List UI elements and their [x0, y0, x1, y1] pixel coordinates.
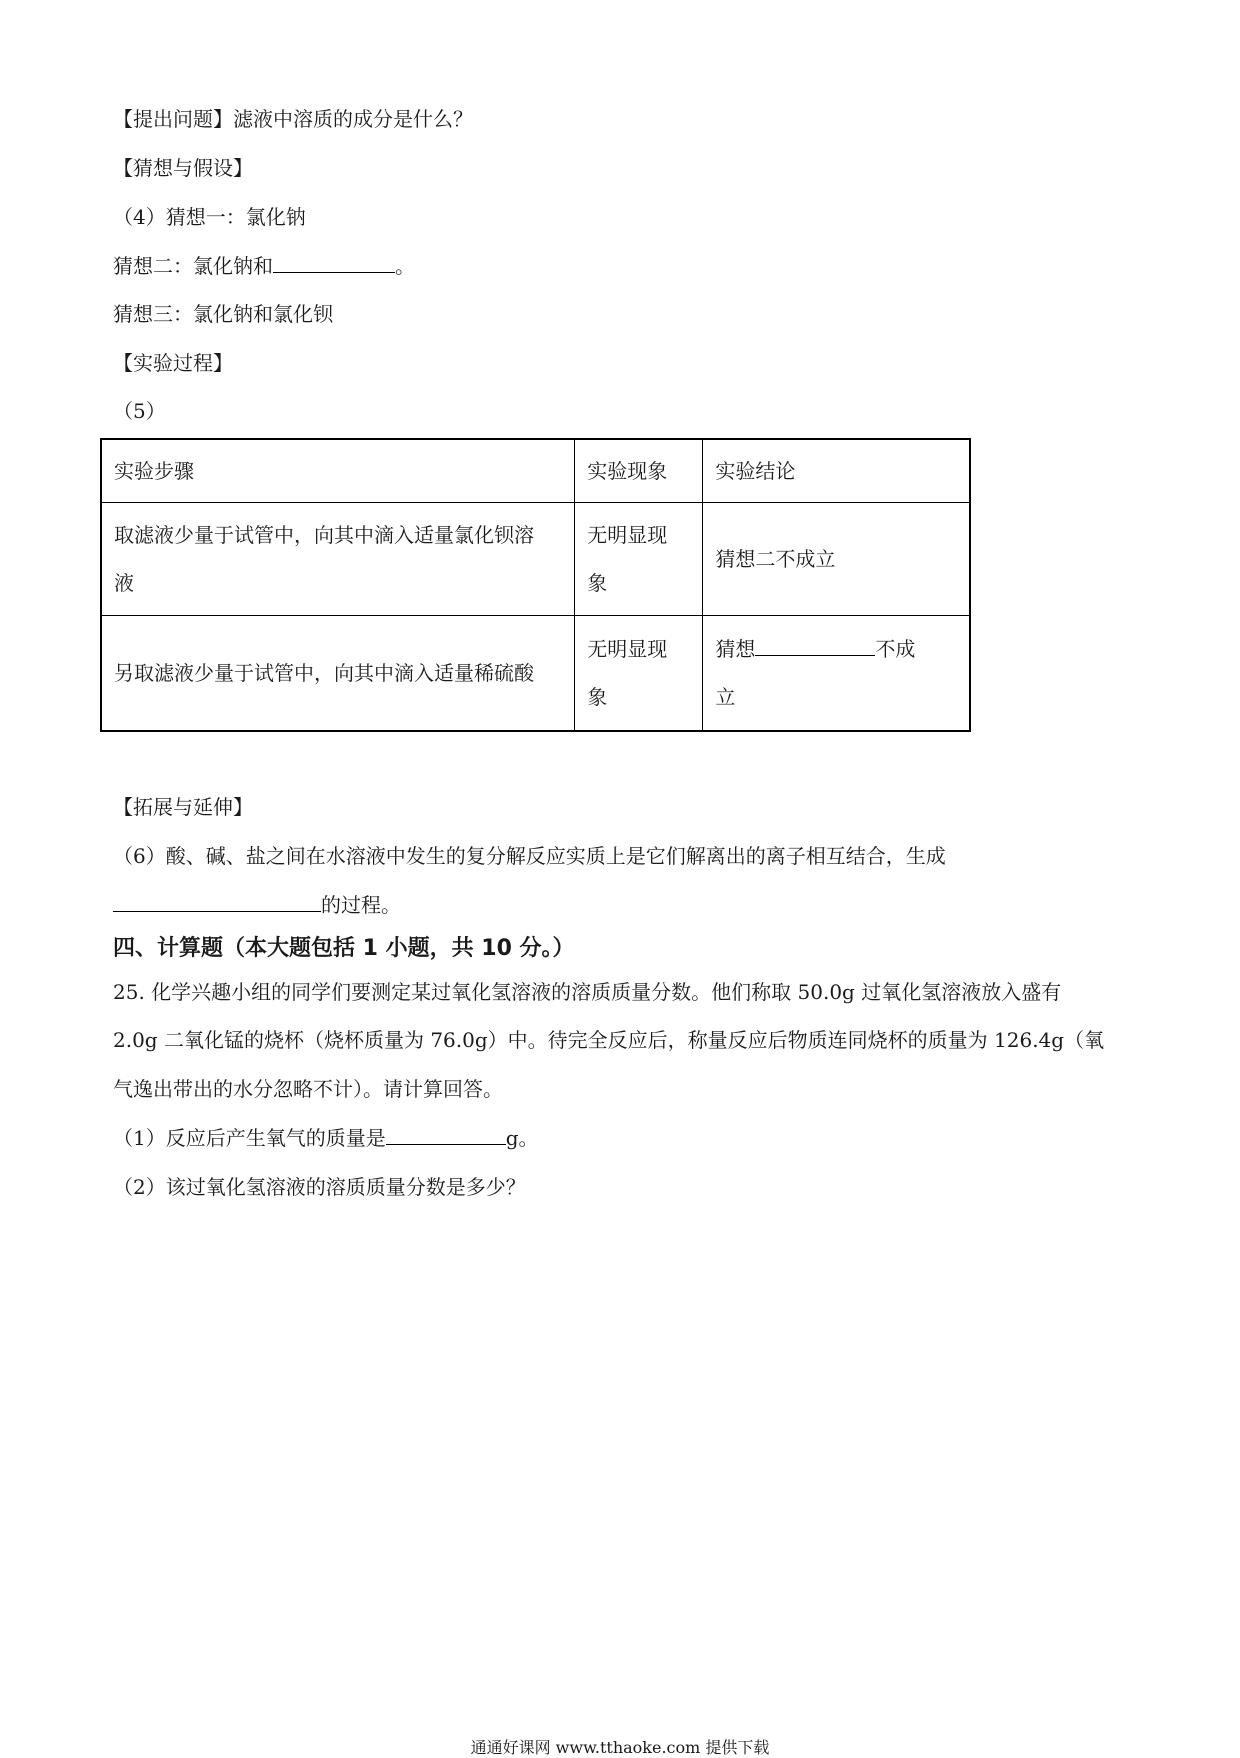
section-guess: 【猜想与假设】	[113, 156, 253, 180]
row2-conclusion: 猜想 不成 立	[703, 616, 970, 732]
section-extend: 【拓展与延伸】	[113, 795, 253, 819]
header-conclusion: 实验结论	[703, 439, 970, 503]
q25-line-1: 25. 化学兴趣小组的同学们要测定某过氧化氢溶液的溶质质量分数。他们称取 50.0g 过氧化氢溶液放入盛有	[113, 980, 1062, 1004]
header-step: 实验步骤	[101, 439, 575, 503]
q25-1-answer-blank[interactable]	[386, 1124, 506, 1145]
row2-step: 另取滤液少量于试管中，向其中滴入适量稀硫酸	[101, 616, 575, 732]
q25-part-1: （1）反应后产生氧气的质量是 g。	[113, 1126, 539, 1150]
q25-line-2: 2.0g 二氧化锰的烧杯（烧杯质量为 76.0g）中。待完全反应后，称量反应后物质连同烧杯的质量为 126.4g（氧	[113, 1028, 1105, 1052]
row1-phenomenon: 无明显现 象	[575, 503, 703, 616]
table-row	[101, 503, 970, 616]
q25-part-2: （2）该过氧化氢溶液的溶质质量分数是多少？	[113, 1175, 526, 1199]
guess2-answer-blank[interactable]	[273, 252, 395, 273]
q25-line-3: 气逸出带出的水分忽略不计）。请计算回答。	[113, 1077, 503, 1101]
item6-answer-blank[interactable]	[113, 891, 321, 912]
page-footer: 通通好课网 www.tthaoke.com 提供下载	[470, 1738, 770, 1757]
row1-step: 取滤液少量于试管中，向其中滴入适量氯化钡溶 液	[101, 503, 575, 616]
row1-conclusion: 猜想二不成立	[703, 503, 970, 616]
header-phenomenon: 实验现象	[575, 439, 703, 503]
row2-conclusion-blank[interactable]	[755, 635, 875, 656]
section-question: 【提出问题】滤液中溶质的成分是什么？	[113, 107, 473, 131]
item-6-line-2: 的过程。	[113, 891, 401, 919]
section-4-title: 四、计算题（本大题包括 1 小题，共 10 分。）	[113, 936, 575, 961]
section-process: 【实验过程】	[113, 351, 233, 375]
row2-phenomenon: 无明显现 象	[575, 616, 703, 732]
guess-1: （4）猜想一：氯化钠	[113, 205, 306, 229]
item-6-line-1: （6）酸、碱、盐之间在水溶液中发生的复分解反应实质上是它们解离出的离子相互结合，生成	[113, 844, 946, 868]
guess-2: 猜想二：氯化钠和 。	[113, 254, 415, 278]
table-header-row	[101, 439, 970, 503]
experiment-table	[100, 438, 971, 732]
table-row	[101, 616, 970, 732]
guess-3: 猜想三：氯化钠和氯化钡	[113, 302, 333, 326]
item-5-label: （5）	[113, 399, 166, 423]
